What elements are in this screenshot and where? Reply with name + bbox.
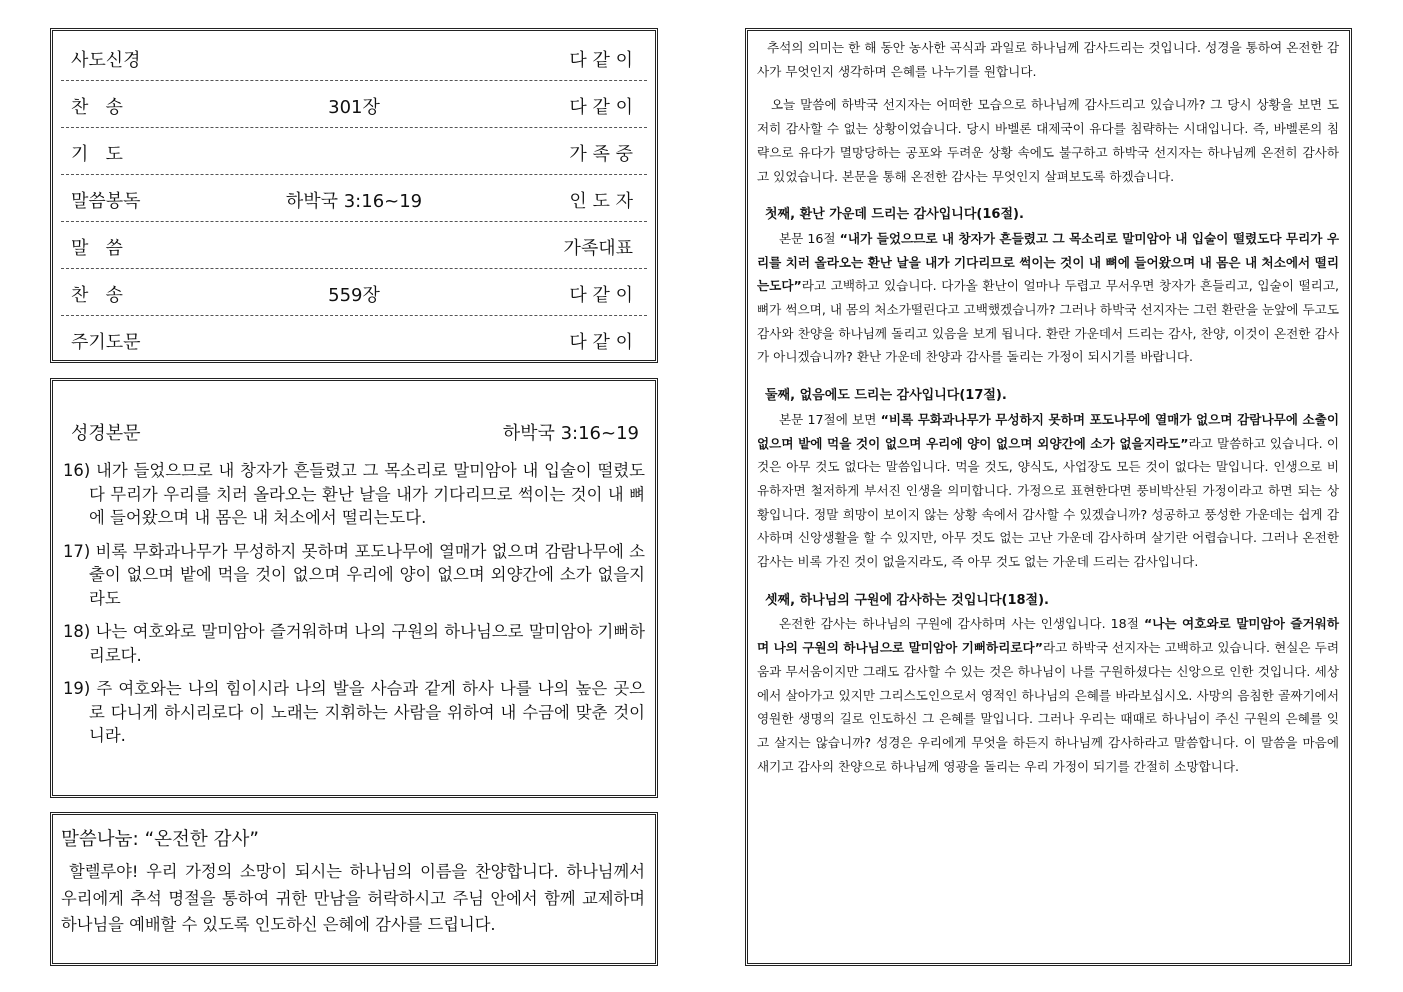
order-item-detail: 하박국 3:16~19 (285, 191, 423, 212)
order-item-name: 말씀봉독 (71, 191, 141, 212)
verse-18: 18) 나는 여호와로 말미암아 즐거워하며 나의 구원의 하나님으로 말미암아 기뻐하리로다. (63, 622, 645, 665)
quoted-verse: “나는 여호와로 말미암아 즐거워하며 나의 구원의 하나님으로 말미암아 기뻐하리로다” (757, 616, 1340, 656)
order-row-lords-prayer (61, 315, 647, 362)
order-item-responsible: 다 같 이 (569, 50, 633, 71)
sermon-box (745, 28, 1352, 966)
sharing-body: 할렐루야! 우리 가정의 소망이 되시는 하나님의 이름을 찬양합니다. 하나님께서 우리에게 추석 명절을 통하여 귀한 만남을 허락하시고 주님 안에서 함께 교제하며 하나님을 예배할 수 있도록 인도하신 은혜에 감사를 드립니다. (61, 862, 645, 934)
order-of-service (50, 28, 658, 363)
order-item-responsible: 다 같 이 (569, 285, 633, 306)
order-item-responsible: 다 같 이 (569, 332, 633, 353)
order-item-responsible: 가 족 중 (569, 144, 633, 165)
paragraph-rest: 라고 말씀하고 있습니다. 이것은 아무 것도 없다는 말씀입니다. 먹을 것도, 양식도, 사업장도 모든 것이 없다는 말입니다. 인생으로 비유하자면 철저하게 부서진 인생을 의미합니다. 가정으로 표현한다면 풍비박산된 가정이라고 하면 되는 상황입니다. 정말 희망이 보이지 않는 상황 속에서 감사할 수 있겠습니까? 성공하고 풍성한 가운데는 쉽게 감사하며 신앙생활을 할 수 있지만, 아무 것도 없는 고난 가운데 감사하며 살기란 어렵습니다. 그러나 온전한 감사는 비록 가진 것이 없을지라도, 즉 아무 것도 없는 가운데 드리는 감사입니다. (757, 435, 1339, 570)
paragraph-rest: 라고 하박국 선지자는 고백하고 있습니다. 현실은 두려움과 무서움이지만 그래도 감사할 수 있는 것은 하나님이 나를 구원하셨다는 신앙으로 인한 것입니다. 세상에서 살아가고 있지만 그리스도인으로서 영적인 하나님의 은혜를 바라보십시오. 사망의 음침한 골짜기에서 영원한 생명의 길로 인도하신 그 은혜를 말입니다. 그러나 우리는 때때로 하나님이 주신 구원의 은혜를 잊고 살지는 않습니까? 성경은 우리에게 무엇을 하든지 하나님께 감사하라고 말씀합니다. 이 말씀을 마음에 새기고 감사의 찬양으로 하나님께 영광을 돌리는 우리 가정이 되기를 간절히 소망합니다. (757, 640, 1339, 774)
sermon-heading-3: 셋째, 하나님의 구원에 감사하는 것입니다(18절). (765, 592, 1049, 608)
verse-list (63, 459, 645, 758)
quoted-verse: “내가 들었으므로 내 창자가 흔들렸고 그 목소리로 말미암아 내 입술이 떨렸도다 무리가 우리를 치러 올라오는 환난 날을 내가 기다리므로 썩이는 것이 내 뼈에 들어왔으며 내 몸은 내 처소에서 떨리는도다” (757, 230, 1339, 294)
quoted-verse: “비록 무화과나무가 무성하지 못하며 포도나무에 열매가 없으며 감람나무에 소출이 없으며 밭에 먹을 것이 없으며 우리에 양이 없으며 외양간에 소가 없을지라도” (757, 411, 1340, 451)
scripture-reference: 하박국 3:16~19 (502, 423, 639, 444)
sharing-title: 말씀나눔: “온전한 감사” (61, 829, 260, 850)
verse-19: 19) 주 여호와는 나의 힘이시라 나의 발을 사슴과 같게 하사 나를 나의 높은 곳으로 다니게 하시리로다 이 노래는 지휘하는 사람을 위하여 내 수금에 맞춘 것이니라. (63, 679, 645, 745)
scripture-box (50, 378, 658, 798)
order-row-sermon (61, 221, 647, 269)
paragraph-rest: 라고 고백하고 있습니다. 다가올 환난이 얼마나 두렵고 무서우면 창자가 흔들리고, 입술이 떨리고, 뼈가 썩으며, 내 몸의 처소가떨린다고 고백했겠습니까? 그러나 하박국 선지자는 그런 환란을 눈앞에 두고도 감사와 찬양을 하나님께 돌리고 있음을 보게 됩니다. 환란 가운데서 드리는 감사, 찬양, 이것이 온전한 감사가 아니겠습니까? 환난 가운데 찬양과 감사를 돌리는 가정이 되시기를 바랍니다. (757, 278, 1339, 365)
paragraph-lead: 본문 17절에 보면 (779, 411, 881, 427)
order-row-hymn-1 (61, 80, 647, 128)
order-item-detail: 559장 (328, 285, 380, 306)
sermon-intro-1: 추석의 의미는 한 해 동안 농사한 곡식과 과일로 하나님께 감사드리는 것입니다. 성경을 통하여 온전한 감사가 무엇인지 생각하며 은혜를 나누기를 원합니다. (757, 40, 1339, 79)
paragraph-lead: 온전한 감사는 하나님의 구원에 감사하며 사는 인생입니다. 18절 (779, 616, 1144, 632)
sermon-paragraph-2 (757, 408, 1339, 574)
verse-17: 17) 비록 무화과나무가 무성하지 못하며 포도나무에 열매가 없으며 감람나무에 소출이 없으며 밭에 먹을 것이 없으며 우리에 양이 없으며 외양간에 소가 없을지라도 (63, 541, 645, 608)
sermon-text (757, 36, 1339, 778)
sermon-heading-1: 첫째, 환난 가운데 드리는 감사입니다(16절). (765, 207, 1024, 223)
order-row-creed (61, 33, 647, 81)
order-item-name: 말 씀 (71, 238, 123, 259)
order-item-responsible: 다 같 이 (569, 97, 633, 118)
order-item-name: 사도신경 (71, 50, 141, 71)
order-item-responsible: 인 도 자 (569, 191, 633, 212)
order-item-name: 찬 송 (71, 285, 123, 306)
order-row-prayer (61, 127, 647, 175)
order-item-name: 찬 송 (71, 97, 123, 118)
sermon-intro-2: 오늘 말씀에 하박국 선지자는 어떠한 모습으로 하나님께 감사드리고 있습니까? 그 당시 상황을 보면 도저히 감사할 수 없는 상황이었습니다. 당시 바벨론 대제국이 유다를 침략하는 시대입니다. 즉, 바벨론의 침략으로 유다가 멸망당하는 공포와 두려운 상황 속에도 불구하고 하박국 선지자는 하나님께 온전히 감사하고 있었습니다. 본문을 통해 온전한 감사는 무엇인지 살펴보도록 하겠습니다. (757, 97, 1339, 184)
sharing-box (50, 812, 658, 966)
order-row-reading (61, 174, 647, 222)
order-item-name: 기 도 (71, 144, 123, 165)
order-item-name: 주기도문 (71, 332, 141, 353)
order-item-detail: 301장 (328, 97, 380, 118)
order-item-responsible: 가족대표 (563, 238, 633, 259)
paragraph-lead: 본문 16절 (779, 230, 840, 246)
scripture-title: 성경본문 (71, 423, 141, 444)
sermon-heading-2: 둘째, 없음에도 드리는 감사입니다(17절). (765, 388, 1007, 404)
order-row-hymn-2 (61, 268, 647, 316)
sermon-paragraph-3 (757, 612, 1339, 778)
sermon-paragraph-1 (757, 227, 1339, 369)
verse-16: 16) 내가 들었으므로 내 창자가 흔들렸고 그 목소리로 말미암아 내 입술이 떨렸도다 무리가 우리를 치러 올라오는 환난 날을 내가 기다리므로 썩이는 것이 내 뼈에 들어왔으며 내 몸은 내 처소에서 떨리는도다. (63, 461, 645, 527)
